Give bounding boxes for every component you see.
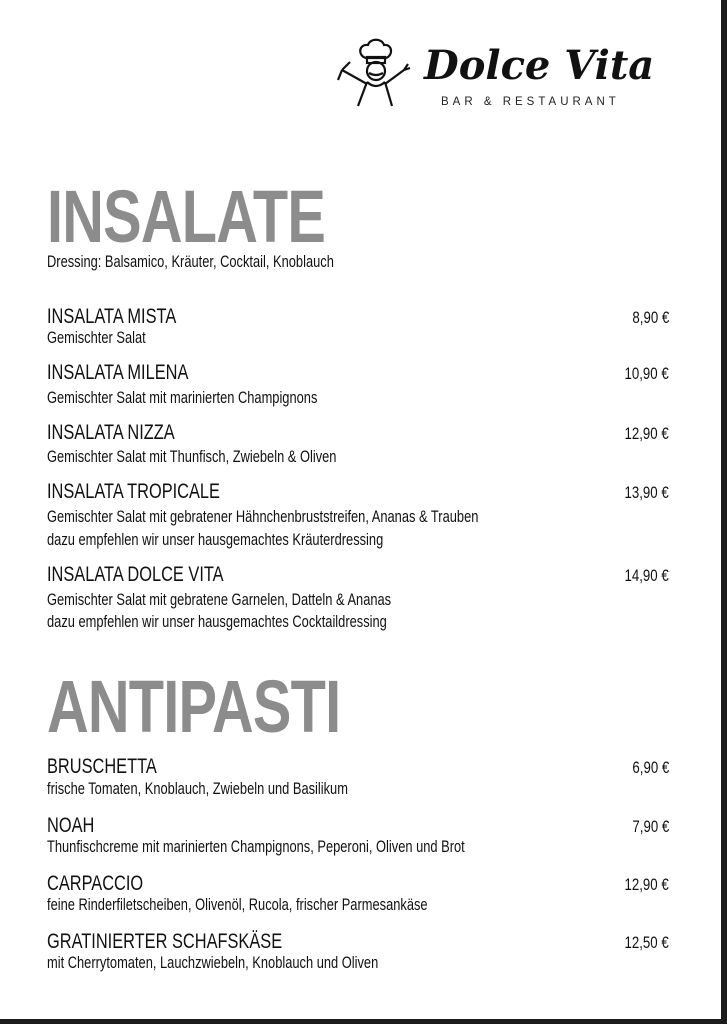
item-price: 12,50 € bbox=[624, 933, 669, 952]
item-description: dazu empfehlen wir unser hausgemachtes Cocktaildressing bbox=[47, 613, 387, 631]
item-price: 7,90 € bbox=[632, 817, 669, 836]
logo-title: Dolce Vita bbox=[424, 42, 655, 89]
item-price: 14,90 € bbox=[624, 566, 669, 585]
dressing-note: Dressing: Balsamico, Kräuter, Cocktail, Knoblauch bbox=[47, 253, 334, 271]
item-description: Gemischter Salat mit gebratener Hähnchenbruststreifen, Ananas & Trauben bbox=[47, 508, 479, 526]
item-price: 8,90 € bbox=[632, 308, 669, 327]
item-description: frische Tomaten, Knoblauch, Zwiebeln und Basilikum bbox=[47, 780, 348, 798]
item-name: INSALATA TROPICALE bbox=[47, 480, 220, 503]
item-price: 12,90 € bbox=[624, 875, 669, 894]
item-price: 10,90 € bbox=[624, 364, 669, 383]
item-description: Thunfischcreme mit marinierten Champignons, Peperoni, Oliven und Brot bbox=[47, 838, 465, 856]
item-price: 13,90 € bbox=[624, 483, 669, 502]
item-price: 12,90 € bbox=[624, 424, 669, 443]
item-description: mit Cherrytomaten, Lauchzwiebeln, Knoblauch und Oliven bbox=[47, 954, 379, 972]
item-name: INSALATA DOLCE VITA bbox=[47, 563, 224, 586]
item-name: BRUSCHETTA bbox=[47, 755, 157, 778]
item-description: Gemischter Salat mit gebratene Garnelen, Datteln & Ananas bbox=[47, 591, 392, 609]
item-price: 6,90 € bbox=[632, 758, 669, 777]
section-title-insalate: INSALATE bbox=[47, 175, 326, 258]
item-description: Gemischter Salat mit Thunfisch, Zwiebeln & Oliven bbox=[47, 448, 337, 466]
item-description: dazu empfehlen wir unser hausgemachtes Kräuterdressing bbox=[47, 531, 384, 549]
item-name: INSALATA MILENA bbox=[47, 361, 189, 384]
item-description: Gemischter Salat bbox=[47, 329, 146, 347]
item-name: NOAH bbox=[47, 814, 95, 837]
item-name: GRATINIERTER SCHAFSKÄSE bbox=[47, 930, 283, 953]
item-name: INSALATA MISTA bbox=[47, 305, 177, 328]
section-title-antipasti: ANTIPASTI bbox=[47, 665, 341, 748]
chef-mascot-icon bbox=[336, 36, 416, 114]
item-description: feine Rinderfiletscheiben, Olivenöl, Rucola, frischer Parmesankäse bbox=[47, 896, 428, 914]
logo-subtitle: BAR & RESTAURANT bbox=[441, 96, 620, 108]
item-name: INSALATA NIZZA bbox=[47, 421, 175, 444]
item-description: Gemischter Salat mit marinierten Champignons bbox=[47, 389, 318, 407]
item-name: CARPACCIO bbox=[47, 872, 144, 895]
